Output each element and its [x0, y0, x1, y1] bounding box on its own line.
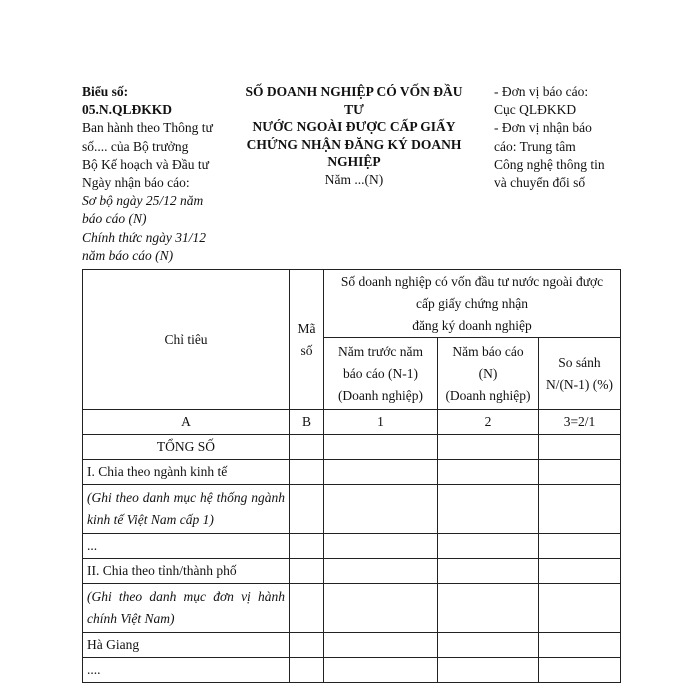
- preliminary-date-1: Sơ bộ ngày 25/12 năm: [82, 193, 204, 209]
- title-line-5: NGHIỆP: [327, 154, 381, 169]
- title-line-1: SỐ DOANH NGHIỆP CÓ VỐN ĐẦU: [245, 84, 463, 99]
- preliminary-date-2: báo cáo (N): [82, 211, 147, 227]
- compare-line-1: So sánh: [558, 354, 601, 370]
- table-row: [83, 435, 621, 460]
- index-b: B: [290, 410, 324, 435]
- table-row: [83, 584, 621, 633]
- reporting-units: [494, 83, 622, 192]
- section1-label: I. Chia theo ngành kinh tế: [83, 460, 290, 485]
- form-code-label: Biểu số:: [82, 84, 129, 99]
- prev-year-line-1: Năm trước năm: [338, 343, 423, 359]
- index-1: 1: [324, 410, 438, 435]
- group-header: [324, 270, 621, 338]
- report-year-line-2: (N): [478, 365, 498, 381]
- issued-line-2: số.... của Bộ trưởng: [82, 138, 189, 154]
- official-date-1: Chính thức ngày 31/12: [82, 229, 206, 245]
- code-header-line-2: số: [300, 342, 313, 358]
- index-2: 2: [438, 410, 539, 435]
- table-row: [83, 460, 621, 485]
- receiving-unit-2: cáo: Trung tâm: [494, 138, 576, 154]
- prev-year-line-2: báo cáo (N-1): [343, 365, 418, 381]
- receiving-unit-1: - Đơn vị nhận báo: [494, 120, 592, 136]
- report-table: [82, 269, 621, 683]
- reporting-unit-label: - Đơn vị báo cáo:: [494, 84, 589, 99]
- report-year: Năm ...(N): [324, 171, 384, 187]
- report-year-line-1: Năm báo cáo: [452, 343, 524, 359]
- indicator-header: Chỉ tiêu: [83, 270, 290, 410]
- total-label: TỔNG SỐ: [83, 435, 290, 460]
- section1-note: (Ghi theo danh mục hệ thống ngành kinh tế Việt Nam cấp 1): [83, 485, 290, 534]
- compare-line-2: N/(N-1) (%): [545, 376, 614, 392]
- table-row: [83, 559, 621, 584]
- prev-year-line-3: (Doanh nghiệp): [337, 387, 424, 403]
- report-year-header: [438, 338, 539, 410]
- issued-line-3: Bộ Kế hoạch và Đầu tư: [82, 156, 209, 172]
- code-header: [290, 270, 324, 410]
- form-code-value: 05.N.QLĐKKD: [82, 102, 173, 118]
- section2-label: II. Chia theo tỉnh/thành phố: [83, 559, 290, 584]
- receive-date-label: Ngày nhận báo cáo:: [82, 175, 190, 191]
- reporting-unit-value: Cục QLĐKKD: [494, 102, 577, 118]
- issued-line-1: Ban hành theo Thông tư: [82, 120, 213, 136]
- compare-header: [539, 338, 621, 410]
- group-header-line-3: đăng ký doanh nghiệp: [412, 317, 532, 333]
- ellipsis-row-1: ...: [83, 534, 290, 559]
- official-date-2: năm báo cáo (N): [82, 247, 174, 263]
- province-row: Hà Giang: [83, 633, 290, 658]
- table-row: [83, 658, 621, 683]
- table-row: [83, 633, 621, 658]
- table-row: [83, 485, 621, 534]
- receiving-unit-3: Công nghệ thông tin: [494, 156, 605, 172]
- title-line-4: CHỨNG NHẬN ĐĂNG KÝ DOANH: [246, 136, 462, 152]
- prev-year-header: [324, 338, 438, 410]
- form-info: [82, 83, 240, 265]
- receiving-unit-4: và chuyển đổi số: [494, 175, 586, 191]
- report-title: [242, 83, 466, 188]
- index-3: 3=2/1: [539, 410, 621, 435]
- title-line-2: TƯ: [344, 101, 364, 117]
- group-header-line-1: Số doanh nghiệp có vốn đầu tư nước ngoài được: [340, 273, 604, 289]
- index-row: [83, 410, 621, 435]
- index-a: A: [83, 410, 290, 435]
- report-year-line-3: (Doanh nghiệp): [445, 387, 531, 403]
- group-header-line-2: cấp giấy chứng nhận: [416, 295, 528, 311]
- document-header: [82, 83, 622, 263]
- title-line-3: NƯỚC NGOÀI ĐƯỢC CẤP GIẤY: [252, 119, 456, 134]
- ellipsis-row-2: ....: [83, 658, 290, 683]
- table-row: [83, 534, 621, 559]
- table-header-row: [83, 270, 621, 338]
- code-header-line-1: Mã: [297, 320, 316, 336]
- section2-note: (Ghi theo danh mục đơn vị hành chính Việt Nam): [83, 584, 290, 633]
